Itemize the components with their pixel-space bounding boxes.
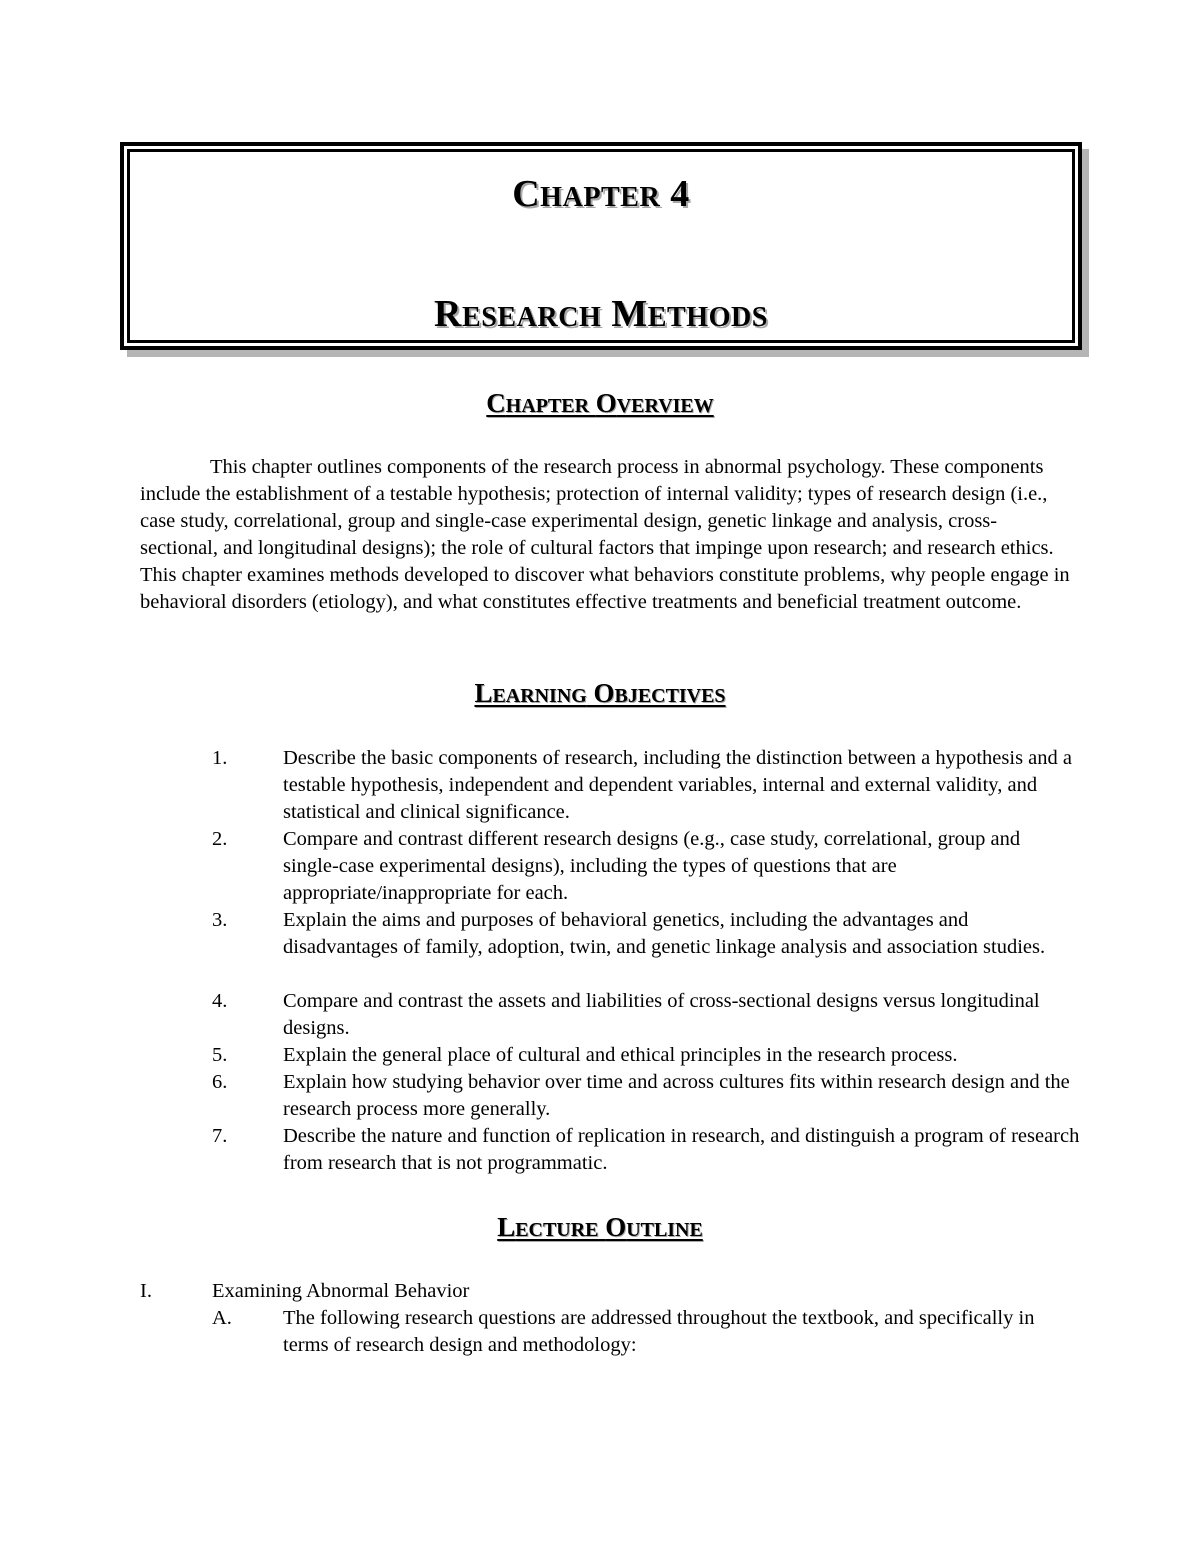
objective-number: 2. [212,828,228,850]
outline-roman-text: Examining Abnormal Behavior [212,1280,470,1302]
lecture-outline-heading: LECTURE OUTLINE [497,1212,703,1242]
learning-objectives-heading: LEARNING OBJECTIVES [474,678,726,708]
objective-item [140,1069,1080,1123]
objective-item [140,745,1080,826]
chapter-overview-heading: CHAPTER OVERVIEW [486,388,714,418]
objective-text: Explain the general place of cultural and ethical principles in the research process. [283,1044,958,1066]
objective-text: Describe the basic components of research, including the distinction between a hypothesis and a testable hypothesis, independent and dependent variables, internal and external validity, and statistical and clinical significance. [283,747,1073,823]
outline-letter-text: The following research questions are addressed throughout the textbook, and specifically in terms of research design and methodology: [283,1307,1035,1356]
objective-text: Compare and contrast different research designs (e.g., case study, correlational, group and single-case experimental designs), including the types of questions that are appropriate/inappropriate for each. [283,828,1021,904]
objective-text: Compare and contrast the assets and liabilities of cross-sectional designs versus longitudinal designs. [283,990,1040,1039]
chapter-overview-text: This chapter outlines components of the research process in abnormal psychology. These components include the establishment of a testable hypothesis; protection of internal validity; types of research design (i.e., case study, correlational, group and single-case experimental design, genetic linkage and analysis, cross-sectional, and longitudinal designs); the role of cultural factors that impinge upon research; and research ethics. This chapter examines methods developed to discover what behaviors constitute problems, why people engage in behavioral disorders (etiology), and what constitutes effective treatments and beneficial treatment outcome. [140,456,1070,613]
objective-item [140,826,1080,907]
outline-letter-number: A. [212,1307,232,1329]
objective-item [140,907,1080,961]
objective-number: 4. [212,990,228,1012]
chapter-title-box [120,142,1082,350]
objective-number: 6. [212,1071,228,1093]
objective-text: Explain the aims and purposes of behavioral genetics, including the advantages and disadvantages of family, adoption, twin, and genetic linkage analysis and association studies. [283,909,1046,958]
objective-text: Explain how studying behavior over time and across cultures fits within research design and the research process more generally. [283,1071,1070,1120]
chapter-number: CHAPTER 4 [512,173,690,215]
objective-item [140,988,1080,1042]
objective-number: 5. [212,1044,228,1066]
objective-item [140,1042,1080,1069]
outline-roman-number: I. [140,1280,152,1302]
objective-text: Describe the nature and function of replication in research, and distinguish a program of research from research that is not programmatic. [283,1125,1080,1174]
objective-item [140,1123,1080,1177]
objective-number: 7. [212,1125,228,1147]
chapter-title: RESEARCH METHODS [434,293,768,335]
objective-number: 1. [212,747,228,769]
objective-number: 3. [212,909,228,931]
